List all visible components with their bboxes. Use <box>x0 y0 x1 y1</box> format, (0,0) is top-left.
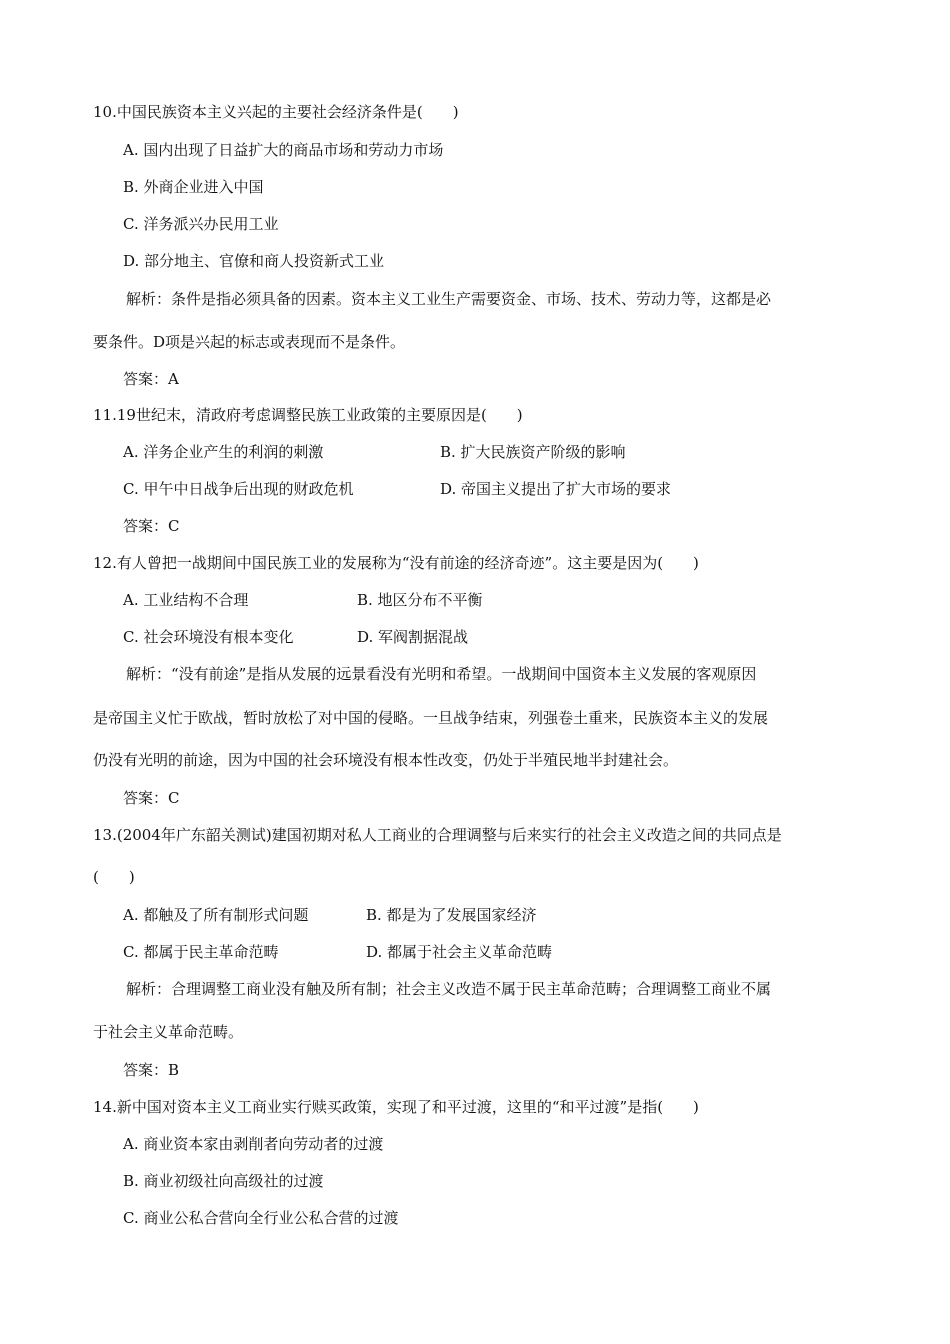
question-14-option-b: B. 商业初级社向高级社的过渡 <box>123 1172 324 1190</box>
question-13-option-d: D. 都属于社会主义革命范畴 <box>366 943 553 961</box>
question-12-option-c: C. 社会环境没有根本变化 <box>123 628 294 646</box>
question-12-analysis-line-3: 仍没有光明的前途，因为中国的社会环境没有根本性改变，仍处于半殖民地半封建社会。 <box>93 751 679 769</box>
question-13-stem-continuation: ( ) <box>93 868 135 886</box>
question-13-option-a: A. 都触及了所有制形式问题 <box>123 906 309 924</box>
question-13-answer: 答案：B <box>123 1061 180 1079</box>
question-13-stem: 13.(2004年广东韶关测试)建国初期对私人工商业的合理调整与后来实行的社会主义改造之间的共同点是 <box>93 826 782 844</box>
question-12-stem: 12.有人曾把一战期间中国民族工业的发展称为“没有前途的经济奇迹”。这主要是因为( ) <box>93 554 699 572</box>
question-11-stem: 11.19世纪末，清政府考虑调整民族工业政策的主要原因是( ) <box>93 406 523 424</box>
question-13-option-c: C. 都属于民主革命范畴 <box>123 943 279 961</box>
question-10-option-a: A. 国内出现了日益扩大的商品市场和劳动力市场 <box>123 141 444 159</box>
question-11-option-d: D. 帝国主义提出了扩大市场的要求 <box>440 480 672 498</box>
question-14-option-a: A. 商业资本家由剥削者向劳动者的过渡 <box>123 1135 384 1153</box>
question-12-option-b: B. 地区分布不平衡 <box>357 591 483 609</box>
question-12-analysis-line-1: 解析：“没有前途”是指从发展的远景看没有光明和希望。一战期间中国资本主义发展的客观原因 <box>126 665 757 683</box>
question-10-answer: 答案：A <box>123 370 179 388</box>
question-13-option-b: B. 都是为了发展国家经济 <box>366 906 537 924</box>
question-12-option-d: D. 军阀割据混战 <box>357 628 469 646</box>
question-12-option-a: A. 工业结构不合理 <box>123 591 249 609</box>
question-13-analysis-line-2: 于社会主义革命范畴。 <box>93 1023 244 1041</box>
question-14-option-c: C. 商业公私合营向全行业公私合营的过渡 <box>123 1209 399 1227</box>
question-10-option-d: D. 部分地主、官僚和商人投资新式工业 <box>123 252 385 270</box>
question-14-stem: 14.新中国对资本主义工商业实行赎买政策，实现了和平过渡，这里的“和平过渡”是指( ) <box>93 1098 699 1116</box>
question-10-option-c: C. 洋务派兴办民用工业 <box>123 215 279 233</box>
question-12-answer: 答案：C <box>123 789 180 807</box>
question-10-stem: 10.中国民族资本主义兴起的主要社会经济条件是( ) <box>93 103 459 121</box>
question-11-option-c: C. 甲午中日战争后出现的财政危机 <box>123 480 354 498</box>
question-11-option-b: B. 扩大民族资产阶级的影响 <box>440 443 626 461</box>
question-13-analysis-line-1: 解析：合理调整工商业没有触及所有制；社会主义改造不属于民主革命范畴；合理调整工商业不属 <box>126 980 772 998</box>
question-11-option-a: A. 洋务企业产生的利润的刺激 <box>123 443 324 461</box>
question-12-analysis-line-2: 是帝国主义忙于欧战，暂时放松了对中国的侵略。一旦战争结束，列强卷土重来，民族资本主义的发展 <box>93 709 769 727</box>
question-10-option-b: B. 外商企业进入中国 <box>123 178 264 196</box>
question-10-analysis-line-2: 要条件。D项是兴起的标志或表现而不是条件。 <box>93 333 406 351</box>
question-10-analysis-line-1: 解析：条件是指必须具备的因素。资本主义工业生产需要资金、市场、技术、劳动力等，这都是必 <box>126 290 772 308</box>
question-11-answer: 答案：C <box>123 517 180 535</box>
